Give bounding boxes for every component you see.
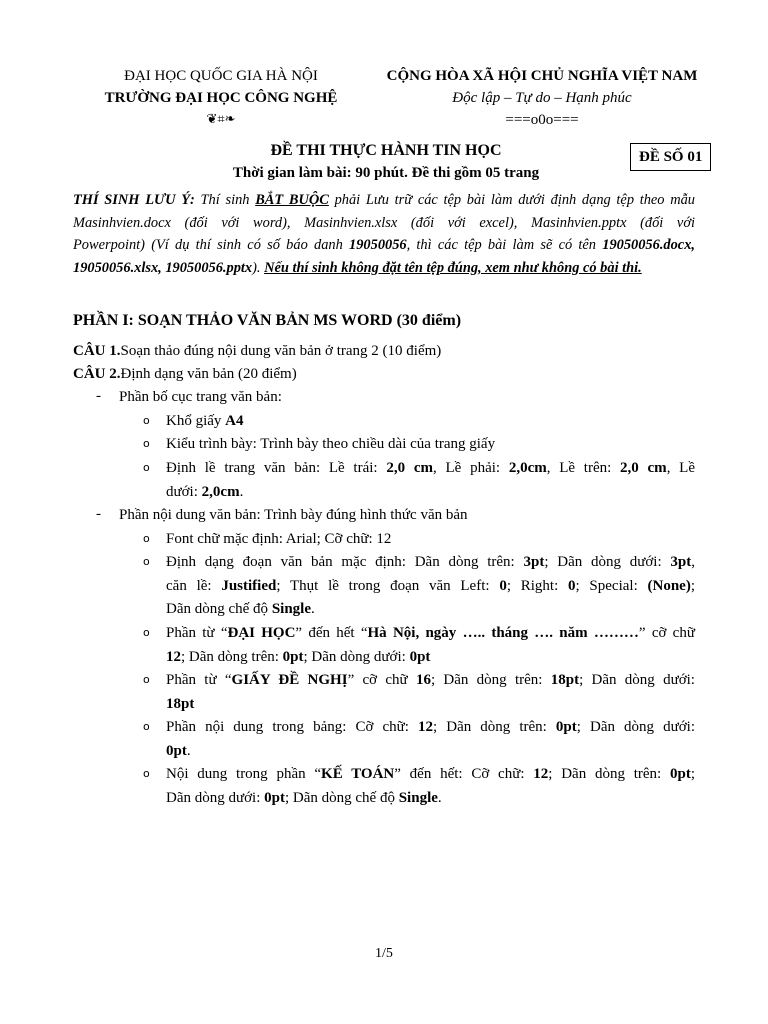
- value: Hà Nội, ngày ….. tháng …. năm ………: [367, 625, 639, 641]
- text: Phần từ “: [166, 672, 232, 688]
- country-name: CỘNG HÒA XÃ HỘI CHỦ NGHĨA VIỆT NAM: [386, 68, 698, 84]
- list-item-paragraph-cont: [166, 598, 315, 622]
- text: ; Dãn dòng trên:: [548, 766, 670, 782]
- layout-section-title: Phần bố cục trang văn bản:: [119, 389, 282, 405]
- paper-size: A4: [225, 413, 244, 429]
- text: , Lề phải:: [433, 460, 509, 476]
- text: .: [437, 790, 442, 806]
- header-divider: ===o0o===: [505, 112, 579, 128]
- page-number: 1/5: [375, 946, 393, 961]
- notice-must: BẮT BUỘC: [255, 192, 329, 208]
- list-item-accounting-cont: [166, 787, 442, 811]
- value: 12: [166, 649, 181, 665]
- notice-warning: Nếu thí sinh không đặt tên tệp đúng, xem như không có bài thi.: [264, 260, 642, 276]
- text: ” cỡ chữ: [347, 672, 416, 688]
- text: Phần nội dung trong bảng: Cỡ chữ:: [166, 719, 418, 735]
- notice-text: Thí sinh: [194, 192, 256, 208]
- text: ; Dãn dòng dưới:: [579, 672, 695, 688]
- circle-bullet-icon: o: [143, 626, 150, 639]
- list-item-header-range: [166, 622, 695, 646]
- value: 12: [418, 719, 433, 735]
- question-1: [73, 340, 441, 364]
- notice-text: phải Lưu trữ các tệp bài làm dưới định dạng tệp theo mẫu: [328, 192, 695, 208]
- list-item-table-cont: [166, 740, 191, 764]
- dash-bullet: -: [96, 388, 101, 404]
- circle-bullet-icon: o: [143, 437, 150, 450]
- notice-line-1: [73, 189, 695, 212]
- notice-text: ).: [252, 260, 265, 276]
- question-2-label: CÂU 2.: [73, 366, 121, 382]
- circle-bullet-icon: o: [143, 414, 150, 427]
- value: 3pt: [670, 554, 692, 570]
- value: 0: [568, 578, 576, 594]
- list-item-orientation: Kiểu trình bày: Trình bày theo chiều dài của trang giấy: [166, 436, 496, 452]
- question-2: [73, 363, 297, 387]
- exam-title: ĐỀ THI THỰC HÀNH TIN HỌC: [270, 142, 502, 159]
- text: Định lề trang văn bản: Lề trái:: [166, 460, 387, 476]
- list-item-table: [166, 716, 695, 740]
- margin-top: 2,0 cm: [620, 460, 667, 476]
- margin-left: 2,0 cm: [386, 460, 433, 476]
- circle-bullet-icon: o: [143, 532, 150, 545]
- text: ; Dãn dòng trên:: [433, 719, 556, 735]
- margin-bottom: 2,0cm: [201, 484, 240, 500]
- list-item-accounting: [166, 763, 695, 787]
- value: 0pt: [166, 743, 187, 759]
- circle-bullet-icon: o: [143, 767, 150, 780]
- notice-filename: 19050056.xlsx, 19050056.pptx: [73, 260, 253, 276]
- text: , Lề: [666, 460, 696, 476]
- value: Single: [271, 601, 311, 617]
- value: 0: [499, 578, 507, 594]
- text: Định dạng đoạn văn bản mặc định: Dãn dòng trên:: [166, 554, 524, 570]
- value: 12: [533, 766, 549, 782]
- list-item-request-title: [166, 669, 695, 693]
- notice-line-2: Masinhvien.docx (đối với word), Masinhvien.xlsx (đối với excel), Masinhvien.pptx (đối với: [73, 215, 695, 231]
- value: 0pt: [409, 649, 431, 665]
- circle-bullet-icon: o: [143, 555, 150, 568]
- university-name: ĐẠI HỌC QUỐC GIA HÀ NỘI: [124, 68, 318, 84]
- exam-code-box: ĐỀ SỐ 01: [630, 143, 711, 171]
- text: ; Dãn dòng dưới:: [576, 719, 695, 735]
- exam-subtitle: Thời gian làm bài: 90 phút. Đề thi gồm 05 trang: [232, 165, 540, 181]
- notice-sbd: 19050056: [349, 237, 407, 253]
- notice-text: Powerpoint) (Ví dụ thí sinh có số báo danh: [73, 237, 350, 253]
- notice-text: , thì các tệp bài làm sẽ có tên: [406, 237, 603, 253]
- value: 16: [415, 672, 431, 688]
- value: Justified: [221, 578, 277, 594]
- text: .: [311, 601, 315, 617]
- question-1-text: Soạn thảo đúng nội dung văn bản ở trang 2 (10 điểm): [120, 343, 442, 359]
- text: Phần từ “: [166, 625, 228, 641]
- text: Khổ giấy: [166, 413, 226, 429]
- text: ; Dãn dòng chế độ: [284, 790, 399, 806]
- text: .: [186, 743, 191, 759]
- dash-bullet: -: [96, 506, 101, 522]
- circle-bullet-icon: o: [143, 461, 150, 474]
- value: 0pt: [555, 719, 577, 735]
- ornament-icon: ❦⌗❧: [206, 112, 236, 127]
- text: ,: [691, 554, 695, 570]
- notice-label: THÍ SINH LƯU Ý:: [73, 192, 195, 208]
- text: căn lề:: [166, 578, 222, 594]
- text: Nội dung trong phần “: [166, 766, 322, 782]
- list-item-margins: [166, 457, 695, 481]
- content-section-title: Phần nội dung văn bản: Trình bày đúng hình thức văn bản: [119, 507, 468, 523]
- notice-line-3: [73, 234, 695, 257]
- part-heading: PHẦN I: SOẠN THẢO VĂN BẢN MS WORD (30 điểm): [73, 312, 462, 329]
- text: ;: [690, 578, 695, 594]
- list-item-font: Font chữ mặc định: Arial; Cỡ chữ: 12: [166, 531, 392, 547]
- value: 0pt: [669, 766, 691, 782]
- value: 0pt: [282, 649, 304, 665]
- text: dưới:: [166, 484, 202, 500]
- text: ; Thụt lề trong đoạn văn Left:: [276, 578, 500, 594]
- text: ” cỡ chữ: [638, 625, 695, 641]
- text: ” đến hết: Cỡ chữ:: [394, 766, 534, 782]
- value: 18pt: [550, 672, 580, 688]
- text: ;: [690, 766, 695, 782]
- value: 3pt: [523, 554, 545, 570]
- list-item-request-title-cont: 18pt: [166, 696, 195, 712]
- list-item-paragraph-cont: [166, 575, 695, 599]
- text: ; Dãn dòng trên:: [181, 649, 283, 665]
- text: ; Right:: [506, 578, 568, 594]
- notice-filename: 19050056.docx,: [602, 237, 695, 253]
- value: GIẤY ĐỀ NGHỊ: [231, 672, 348, 688]
- circle-bullet-icon: o: [143, 673, 150, 686]
- text: ; Dãn dòng dưới:: [544, 554, 671, 570]
- value: Single: [398, 790, 438, 806]
- circle-bullet-icon: o: [143, 720, 150, 733]
- text: ” đến hết “: [295, 625, 368, 641]
- question-1-label: CÂU 1.: [73, 343, 121, 359]
- text: .: [239, 484, 244, 500]
- motto: Độc lập – Tự do – Hạnh phúc: [452, 90, 632, 106]
- text: Dãn dòng chế độ: [166, 601, 272, 617]
- list-item-margins-cont: [166, 481, 243, 505]
- value: 0pt: [264, 790, 285, 806]
- margin-right: 2,0cm: [508, 460, 547, 476]
- notice-line-4: [73, 257, 695, 280]
- list-item-paragraph: [166, 551, 695, 575]
- value: (None): [647, 578, 691, 594]
- value: ĐẠI HỌC: [227, 625, 296, 641]
- question-2-text: Định dạng văn bản (20 điểm): [120, 366, 297, 382]
- text: , Lề trên:: [546, 460, 621, 476]
- list-item-header-range-cont: [166, 646, 430, 670]
- text: ; Dãn dòng trên:: [430, 672, 551, 688]
- school-name: TRƯỜNG ĐẠI HỌC CÔNG NGHỆ: [104, 90, 338, 106]
- text: ; Dãn dòng dưới:: [303, 649, 410, 665]
- value: KẾ TOÁN: [321, 766, 395, 782]
- text: Dãn dòng dưới:: [166, 790, 265, 806]
- text: ; Special:: [575, 578, 648, 594]
- list-item-paper: [166, 410, 244, 434]
